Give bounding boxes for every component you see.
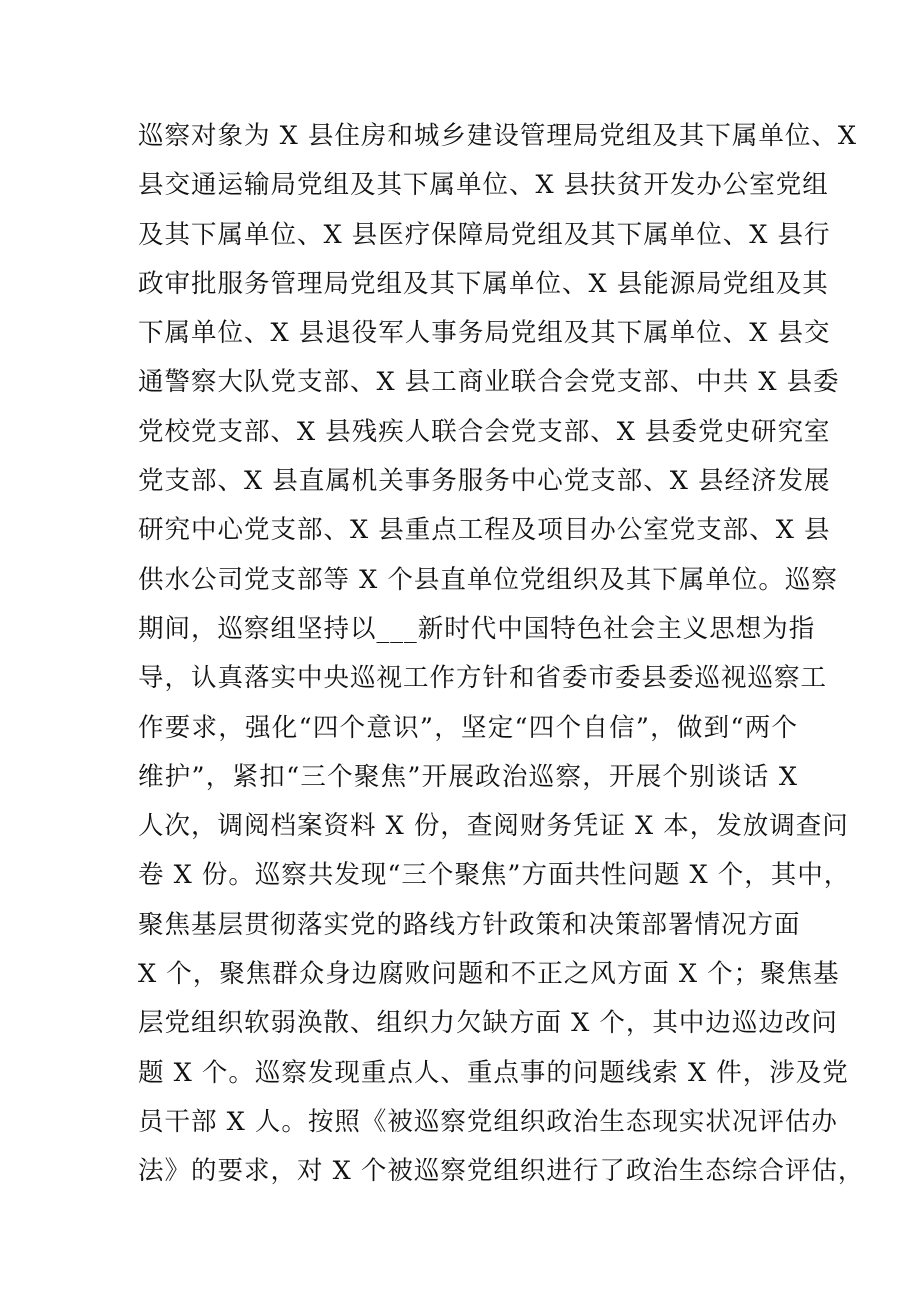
text-line-15: 人次，调阅档案资料 X 份，查阅财务凭证 X 本，发放调查问 bbox=[138, 811, 849, 842]
text-line-1: 巡察对象为 X 县住房和城乡建设管理局党组及其下属单位、X bbox=[138, 121, 858, 151]
text-line-16: 卷 X 份。巡察共发现“三个聚焦”方面共性问题 X 个，其中， bbox=[138, 860, 851, 891]
text-line-11: 期间，巡察组坚持以___新时代中国特色社会主义思想为指 bbox=[138, 613, 816, 644]
text-line-8: 党支部、X 县直属机关事务服务中心党支部、X 县经济发展 bbox=[138, 466, 831, 497]
text-line-19: 层党组织软弱涣散、组织力欠缺方面 X 个，其中边巡边改问 bbox=[138, 1008, 838, 1039]
text-line-12: 导，认真落实中央巡视工作方针和省委市委县委巡视巡察工 bbox=[138, 663, 828, 694]
text-line-7: 党校党支部、X 县残疾人联合会党支部、X 县委党史研究室 bbox=[138, 416, 831, 447]
body-paragraph bbox=[138, 112, 865, 1197]
text-line-10: 供水公司党支部等 X 个县直单位党组织及其下属单位。巡察 bbox=[138, 564, 838, 595]
text-line-6: 通警察大队党支部、X 县工商业联合会党支部、中共 X 县委 bbox=[138, 367, 840, 398]
text-line-17: 聚焦基层贯彻落实党的路线方针政策和决策部署情况方面 bbox=[138, 909, 801, 940]
text-line-4: 政审批服务管理局党组及其下属单位、X 县能源局党组及其 bbox=[138, 268, 829, 299]
text-line-3: 及其下属单位、X 县医疗保障局党组及其下属单位、X 县行 bbox=[138, 219, 831, 250]
text-line-2: 县交通运输局党组及其下属单位、X 县扶贫开发办公室党组 bbox=[138, 170, 829, 201]
text-line-5: 下属单位、X 县退役军人事务局党组及其下属单位、X 县交 bbox=[138, 318, 831, 349]
text-line-20: 题 X 个。巡察发现重点人、重点事的问题线索 X 件，涉及党 bbox=[138, 1057, 849, 1088]
text-line-22: 法》的要求，对 X 个被巡察党组织进行了政治生态综合评估， bbox=[138, 1156, 865, 1187]
text-line-13: 作要求，强化“四个意识”，坚定“四个自信”，做到“两个 bbox=[138, 712, 798, 743]
text-line-9: 研究中心党支部、X 县重点工程及项目办公室党支部、X 县 bbox=[138, 515, 831, 546]
text-line-21: 员干部 X 人。按照《被巡察党组织政治生态现实状况评估办 bbox=[138, 1106, 838, 1137]
text-line-14: 维护”，紧扣“三个聚焦”开展政治巡察，开展个别谈话 X bbox=[138, 761, 798, 792]
text-line-18: X 个，聚焦群众身边腐败问题和不正之风方面 X 个；聚焦基 bbox=[138, 959, 840, 990]
